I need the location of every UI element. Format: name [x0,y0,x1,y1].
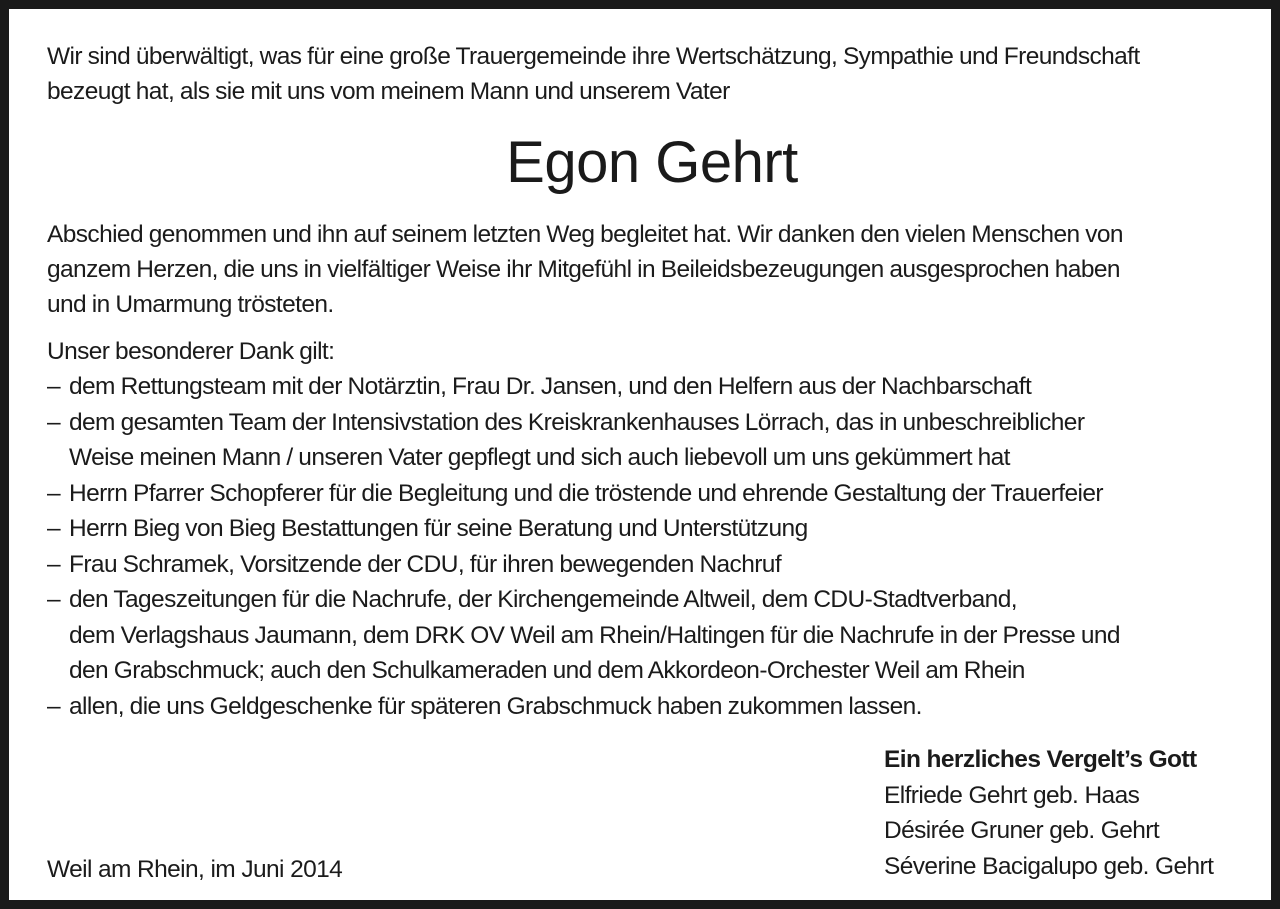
dash-bullet: – [47,373,61,400]
thanks-list-item [47,689,1257,725]
thanks-list-item [47,547,1257,583]
thanks-item-line: Frau Schramek, Vorsitzende der CDU, für ihren bewegenden Nachruf [69,550,782,578]
place-date: Weil am Rhein, im Juni 2014 [47,856,343,883]
thanks-list-item [47,476,1257,512]
signoff-block [884,742,1213,884]
thanks-item-line: den Tageszeitungen für die Nachrufe, der Kirchengemeinde Altweil, dem CDU-Stadtverband, [69,586,1017,613]
thanks-item-line: Herrn Bieg von Bieg Bestattungen für seine Beratung und Unterstützung [69,515,808,542]
dash-bullet: – [47,692,61,720]
intro-line: bezeugt hat, als sie mit uns vom meinem Mann und unserem Vater [47,78,730,105]
signoff-name: Séverine Bacigalupo geb. Gehrt [884,852,1214,880]
signoff-name: Elfriede Gehrt geb. Haas [884,781,1140,809]
signoff-name: Désirée Gruner geb. Gehrt [884,817,1160,844]
thanks-item-line: dem gesamten Team der Intensivstation des Kreiskrankenhauses Lörrach, das in unbeschreiblicher [69,408,1085,436]
intro-line: Wir sind überwältigt, was für eine große Trauergemeinde ihre Wertschätzung, Sympathie und Freundschaft [47,43,1140,70]
thanks-item-line: allen, die uns Geldgeschenke für späteren Grabschmuck haben zukommen lassen. [69,692,922,720]
thanks-item-line: Herrn Pfarrer Schopferer für die Begleitung und die tröstende und ehrende Gestaltung der Trauerfeier [69,479,1103,507]
deceased-name-heading: Egon Gehrt [506,130,798,195]
thanks-item-line: dem Verlagshaus Jaumann, dem DRK OV Weil am Rhein/Haltingen für die Nachrufe in der Presse und [69,621,1120,649]
dash-bullet: – [47,479,61,507]
thanks-item-line: Weise meinen Mann / unseren Vater gepflegt und sich auch liebevoll um uns gekümmert hat [69,444,1010,471]
thanks-line: und in Umarmung trösteten. [47,291,334,318]
dash-bullet: – [47,408,61,436]
thanks-list-item [47,405,1257,476]
thanks-line: ganzem Herzen, die uns in vielfältiger Weise ihr Mitgefühl in Beileidsbezeugungen ausgesprochen haben [47,256,1120,283]
thanks-item-line: den Grabschmuck; auch den Schulkameraden und dem Akkordeon-Orchester Weil am Rhein [69,657,1025,684]
signoff-heading: Ein herzliches Vergelt’s Gott [884,746,1197,773]
special-thanks-heading: Unser besonderer Dank gilt: [47,338,335,365]
special-thanks-list [47,369,1257,724]
notice-content [47,39,1257,724]
thanks-list-item [47,369,1257,405]
thanks-paragraph [47,217,1257,322]
thanks-list-item [47,582,1257,689]
dash-bullet: – [47,515,61,542]
dash-bullet: – [47,550,61,578]
intro-paragraph [47,39,1257,109]
dash-bullet: – [47,586,61,613]
thanks-list-item [47,511,1257,547]
thanks-line: Abschied genommen und ihn auf seinem letzten Weg begleitet hat. Wir danken den vielen Menschen von [47,221,1123,248]
thanks-item-line: dem Rettungsteam mit der Notärztin, Frau Dr. Jansen, und den Helfern aus der Nachbarschaft [69,373,1032,400]
